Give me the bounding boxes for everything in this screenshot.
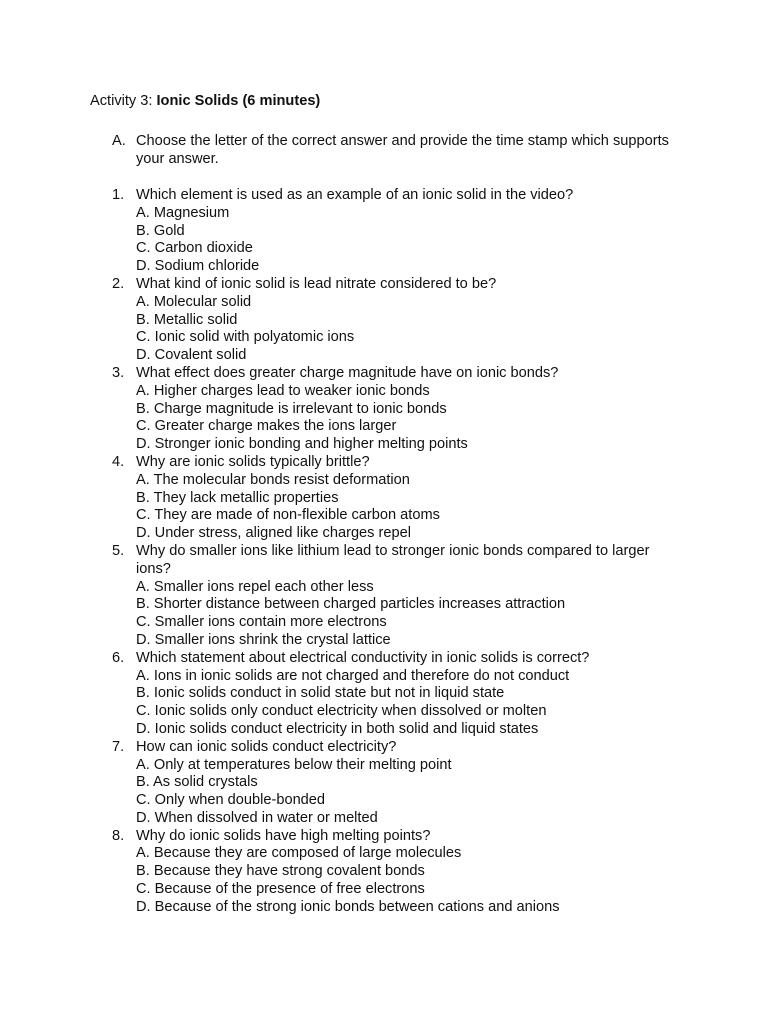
question-number: 4. bbox=[112, 453, 125, 470]
question-number: 2. bbox=[112, 275, 125, 292]
question-1 bbox=[112, 187, 672, 276]
question-7 bbox=[112, 739, 672, 828]
question-list bbox=[112, 187, 672, 917]
option-d: D. Under stress, aligned like charges repel bbox=[136, 525, 411, 542]
option-c: C. Greater charge makes the ions larger bbox=[136, 418, 397, 435]
option-d: D. When dissolved in water or melted bbox=[136, 809, 378, 826]
option-c: C. Because of the presence of free electrons bbox=[136, 881, 425, 898]
question-text: Which element is used as an example of an ionic solid in the video? bbox=[136, 187, 574, 203]
question-text: Why do smaller ions like lithium lead to stronger ionic bonds compared to larger ions? bbox=[136, 542, 650, 577]
question-number: 7. bbox=[112, 738, 125, 755]
option-c: C. Ionic solid with polyatomic ions bbox=[136, 329, 355, 346]
option-a: A. The molecular bonds resist deformation bbox=[136, 471, 410, 488]
question-text: What effect does greater charge magnitude have on ionic bonds? bbox=[136, 364, 559, 381]
option-a: A. Higher charges lead to weaker ionic bonds bbox=[136, 382, 430, 399]
question-text: How can ionic solids conduct electricity? bbox=[136, 738, 397, 755]
activity-title: Ionic Solids (6 minutes) bbox=[156, 93, 321, 109]
question-number: 8. bbox=[112, 827, 125, 844]
question-3 bbox=[112, 365, 672, 454]
question-number: 3. bbox=[112, 364, 125, 381]
option-b: B. Because they have strong covalent bonds bbox=[136, 863, 425, 880]
option-b: B. Metallic solid bbox=[136, 311, 238, 328]
option-b: B. As solid crystals bbox=[136, 774, 258, 791]
question-2 bbox=[112, 276, 672, 365]
option-b: B. Ionic solids conduct in solid state but not in liquid state bbox=[136, 685, 505, 702]
option-a: A. Magnesium bbox=[136, 204, 230, 221]
option-c: C. Carbon dioxide bbox=[136, 240, 253, 257]
option-d: D. Sodium chloride bbox=[136, 258, 260, 275]
option-b: B. They lack metallic properties bbox=[136, 489, 339, 506]
question-8 bbox=[112, 828, 672, 917]
option-d: D. Covalent solid bbox=[136, 347, 247, 364]
question-text: Why are ionic solids typically brittle? bbox=[136, 453, 370, 470]
option-d: D. Ionic solids conduct electricity in both solid and liquid states bbox=[136, 720, 539, 737]
question-number: 5. bbox=[112, 542, 125, 559]
option-a: A. Ions in ionic solids are not charged and therefore do not conduct bbox=[136, 667, 570, 684]
question-text: What kind of ionic solid is lead nitrate considered to be? bbox=[136, 275, 497, 292]
option-c: C. They are made of non-flexible carbon atoms bbox=[136, 507, 440, 524]
activity-heading bbox=[90, 93, 320, 111]
question-4 bbox=[112, 454, 672, 543]
instruction-text: Choose the letter of the correct answer and provide the time stamp which supports your answer. bbox=[136, 133, 669, 167]
question-number: 6. bbox=[112, 649, 125, 666]
option-c: C. Smaller ions contain more electrons bbox=[136, 614, 387, 631]
instruction-marker: A. bbox=[112, 133, 126, 149]
option-a: A. Because they are composed of large molecules bbox=[136, 845, 462, 862]
question-6 bbox=[112, 650, 672, 739]
question-number: 1. bbox=[112, 187, 125, 203]
option-d: D. Stronger ionic bonding and higher melting points bbox=[136, 436, 468, 453]
option-a: A. Molecular solid bbox=[136, 293, 252, 310]
question-text: Why do ionic solids have high melting points? bbox=[136, 827, 431, 844]
option-a: A. Only at temperatures below their melting point bbox=[136, 756, 452, 773]
instruction-block bbox=[112, 133, 672, 169]
option-b: B. Gold bbox=[136, 222, 185, 239]
option-c: C. Ionic solids only conduct electricity when dissolved or molten bbox=[136, 703, 547, 720]
activity-prefix: Activity 3: bbox=[90, 93, 157, 109]
option-c: C. Only when double-bonded bbox=[136, 792, 326, 809]
question-text: Which statement about electrical conductivity in ionic solids is correct? bbox=[136, 649, 590, 666]
option-b: B. Charge magnitude is irrelevant to ionic bonds bbox=[136, 400, 447, 417]
question-5 bbox=[112, 543, 672, 650]
option-d: D. Smaller ions shrink the crystal lattice bbox=[136, 631, 391, 648]
option-d: D. Because of the strong ionic bonds between cations and anions bbox=[136, 898, 560, 915]
option-b: B. Shorter distance between charged particles increases attraction bbox=[136, 596, 566, 613]
option-a: A. Smaller ions repel each other less bbox=[136, 578, 374, 595]
